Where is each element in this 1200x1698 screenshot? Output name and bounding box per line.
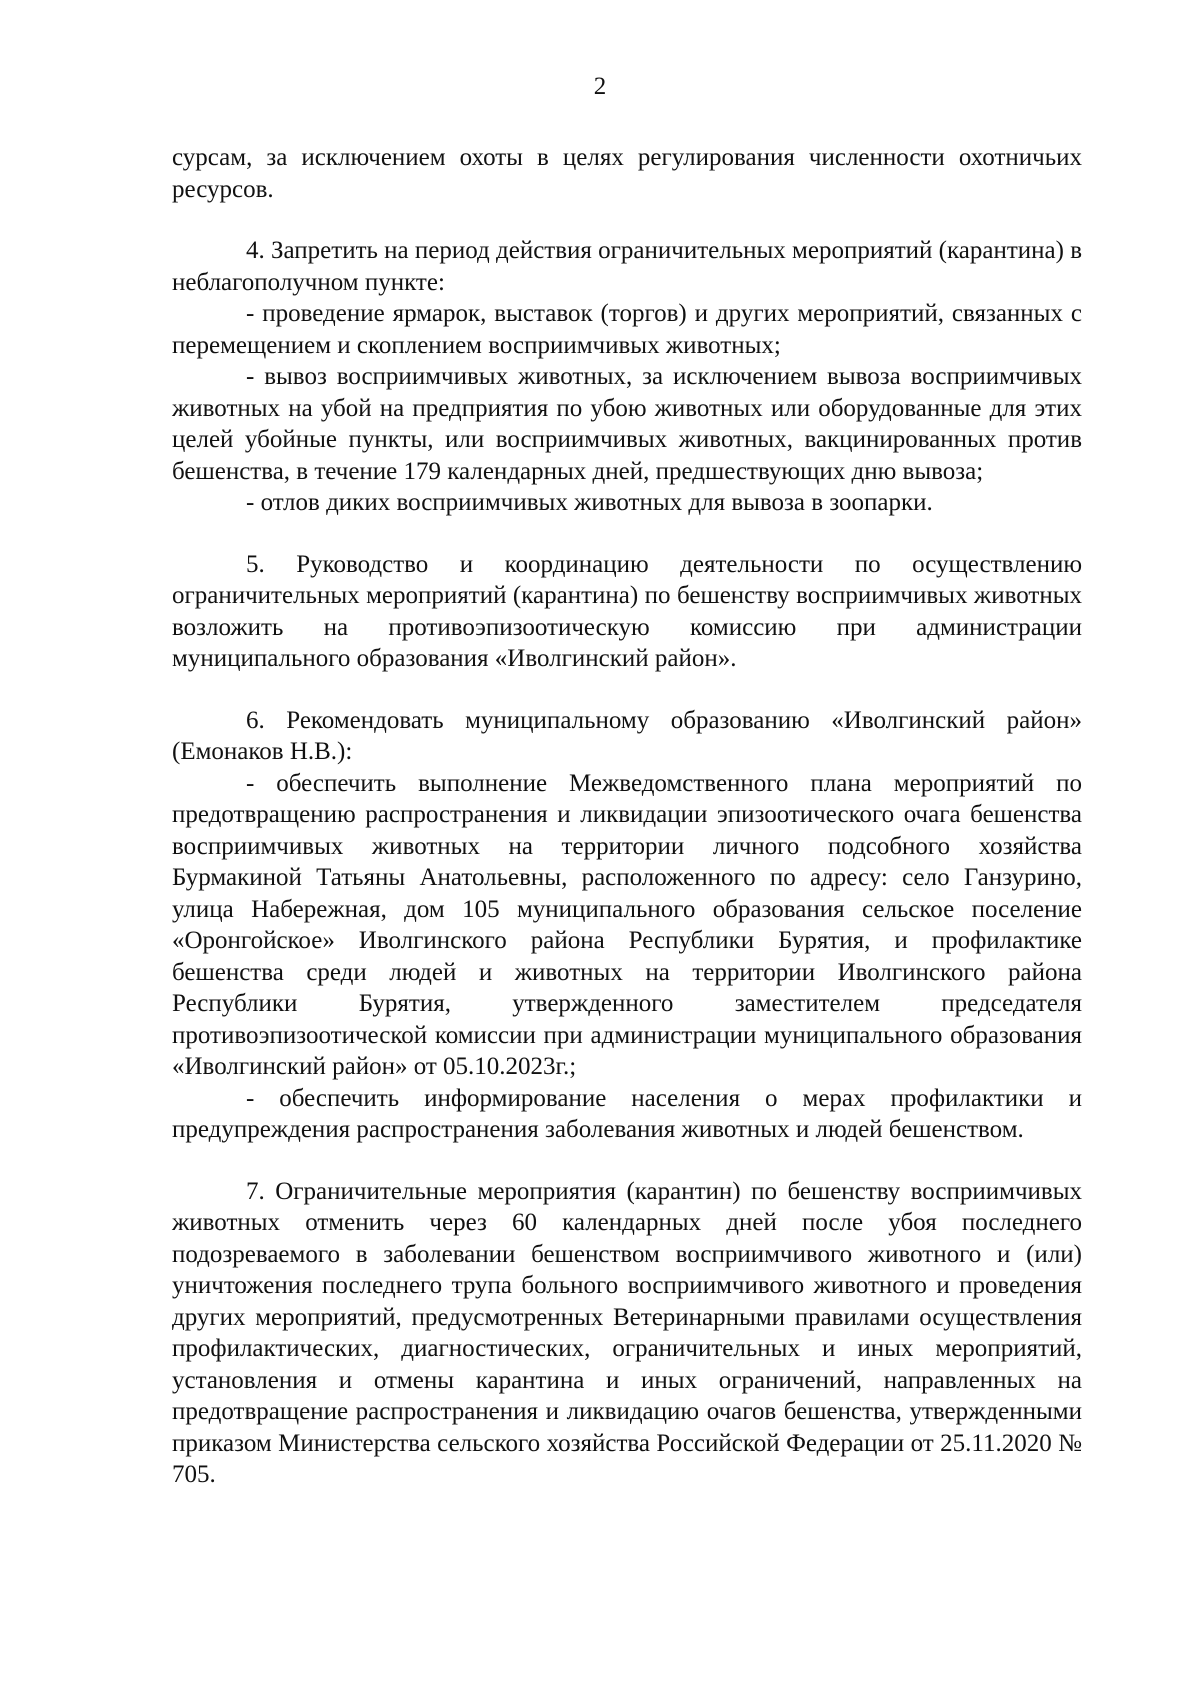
page-number: 2 — [593, 73, 607, 100]
paragraph-item-6-bullet-2: - обеспечить информирование населения о мерах профилактики и предупреждения распространения заболевания животных и людей бешенством. — [172, 1084, 1082, 1143]
paragraph-item-6: 6. Рекомендовать муниципальному образованию «Иволгинский район» (Емонаков Н.В.): — [172, 706, 1082, 765]
document-body — [172, 142, 1082, 1491]
paragraph-item-4: 4. Запретить на период действия ограничительных мероприятий (карантина) в неблагополучном пункте: — [172, 237, 1082, 296]
paragraph-continuation: сурсам, за исключением охоты в целях регулирования численности охотничьих ресурсов. — [172, 144, 1082, 203]
paragraph-item-6-bullet-1: - обеспечить выполнение Межведомственного плана мероприятий по предотвращению распространения и ликвидации эпизоотического очага бешенства восприимчивых животных на территории личного подсобного хозяйства Бурмакиной Татьяны Анатольевны, расположенного по адресу: село Ганзурино, улица Набережная, дом 105 муниципального образования сельское поселение «Оронгойское» Иволгинского района Республики Бурятия, и профилактике бешенства среди людей и животных на территории Иволгинского района Республики Бурятия, утвержденного заместителем председателя противоэпизоотической комиссии при администрации муниципального образования «Иволгинский район» от 05.10.2023г.; — [172, 769, 1082, 1080]
paragraph-item-7: 7. Ограничительные мероприятия (карантин) по бешенству восприимчивых животных отменить через 60 календарных дней после убоя последнего подозреваемого в заболевании бешенством восприимчивого животного и (или) уничтожения последнего трупа больного восприимчивого животного и проведения других мероприятий, предусмотренных Ветеринарными правилами осуществления профилактических, диагностических, ограничительных и иных мероприятий, установления и отмены карантина и иных ограничений, направленных на предотвращение распространения и ликвидацию очагов бешенства, утвержденными приказом Министерства сельского хозяйства Российской Федерации от 25.11.2020 № 705. — [172, 1177, 1082, 1488]
paragraph-item-4-bullet-1: - проведение ярмарок, выставок (торгов) и других мероприятий, связанных с перемещением и скоплением восприимчивых животных; — [172, 300, 1082, 359]
paragraph-item-4-bullet-2: - вывоз восприимчивых животных, за исключением вывоза восприимчивых животных на убой на предприятия по убою животных или оборудованные для этих целей убойные пункты, или восприимчивых животных, вакцинированных против бешенства, в течение 179 календарных дней, предшествующих дню вывоза; — [172, 363, 1082, 485]
paragraph-item-4-bullet-3: - отлов диких восприимчивых животных для вывоза в зоопарки. — [246, 489, 933, 516]
paragraph-item-5: 5. Руководство и координацию деятельности по осуществлению ограничительных мероприятий (карантина) по бешенству восприимчивых животных возложить на противоэпизоотическую комиссию при администрации муниципального образования «Иволгинский район». — [172, 550, 1082, 672]
